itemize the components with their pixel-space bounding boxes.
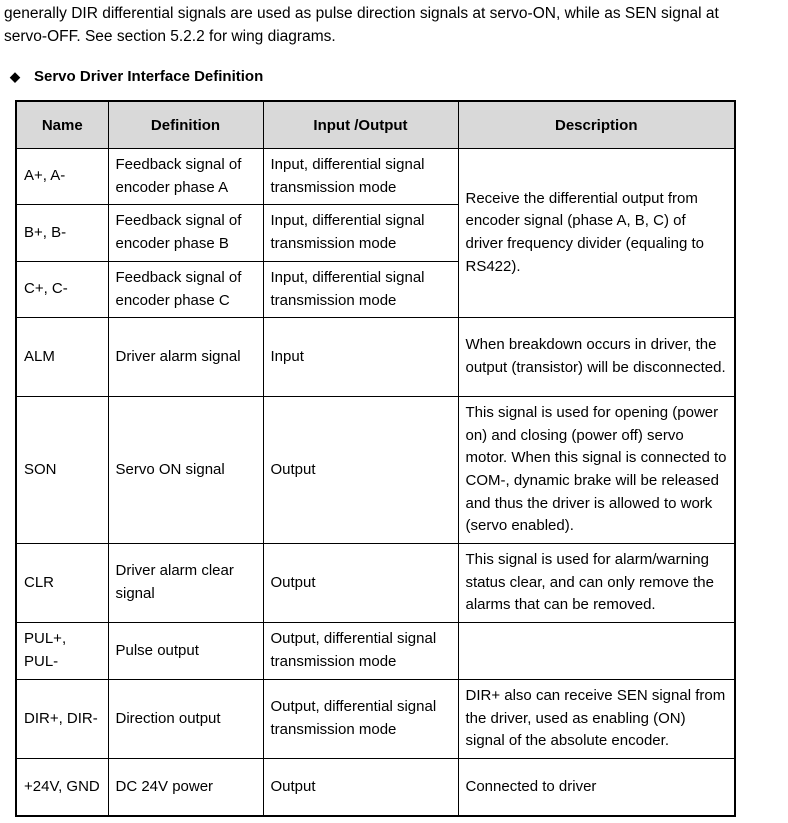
cell-name: A+, A- <box>16 149 108 205</box>
table-row <box>16 623 735 680</box>
cell-definition: Driver alarm signal <box>108 318 263 397</box>
cell-name: PUL+, PUL- <box>16 623 108 680</box>
cell-description: Connected to driver <box>458 759 735 817</box>
table-row <box>16 680 735 759</box>
header-input-output: Input /Output <box>263 101 458 149</box>
intro-line-2: servo-OFF. See section 5.2.2 for wing diagrams. <box>4 28 336 45</box>
cell-io: Output, differential signal transmission mode <box>263 680 458 759</box>
cell-name: CLR <box>16 544 108 623</box>
cell-definition: DC 24V power <box>108 759 263 817</box>
table-row <box>16 397 735 544</box>
header-definition: Definition <box>108 101 263 149</box>
cell-io: Output, differential signal transmission mode <box>263 623 458 680</box>
cell-definition: Driver alarm clear signal <box>108 544 263 623</box>
table-row <box>16 149 735 205</box>
cell-name: B+, B- <box>16 205 108 262</box>
cell-io: Input, differential signal transmission mode <box>263 149 458 205</box>
table-header-row <box>16 101 735 149</box>
cell-definition: Servo ON signal <box>108 397 263 544</box>
cell-name: C+, C- <box>16 262 108 318</box>
cell-name: SON <box>16 397 108 544</box>
cell-name: DIR+, DIR- <box>16 680 108 759</box>
cell-description-shared: Receive the differential output from encoder signal (phase A, B, C) of driver frequency divider (equaling to RS422). <box>458 149 735 318</box>
cell-io: Output <box>263 759 458 817</box>
cell-description: This signal is used for alarm/warning status clear, and can only remove the alarms that can be removed. <box>458 544 735 623</box>
cell-definition: Feedback signal of encoder phase C <box>108 262 263 318</box>
cell-description: This signal is used for opening (power on) and closing (power off) servo motor. When this signal is connected to COM-, dynamic brake will be released and thus the driver is allowed to work (servo enabled). <box>458 397 735 544</box>
cell-io: Output <box>263 544 458 623</box>
interface-definition-table <box>15 100 736 817</box>
table-row <box>16 318 735 397</box>
header-name: Name <box>16 101 108 149</box>
header-description: Description <box>458 101 735 149</box>
cell-name: ALM <box>16 318 108 397</box>
cell-io: Output <box>263 397 458 544</box>
cell-description <box>458 623 735 680</box>
cell-description: When breakdown occurs in driver, the output (transistor) will be disconnected. <box>458 318 735 397</box>
cell-description: DIR+ also can receive SEN signal from the driver, used as enabling (ON) signal of the absolute encoder. <box>458 680 735 759</box>
cell-definition: Pulse output <box>108 623 263 680</box>
diamond-bullet-icon: ◆ <box>10 69 20 84</box>
table-row <box>16 759 735 817</box>
cell-name: +24V, GND <box>16 759 108 817</box>
table-row <box>16 544 735 623</box>
section-heading <box>10 66 263 88</box>
intro-paragraph <box>4 2 784 48</box>
section-heading-text: Servo Driver Interface Definition <box>34 68 264 85</box>
cell-definition: Feedback signal of encoder phase B <box>108 205 263 262</box>
cell-io: Input <box>263 318 458 397</box>
cell-io: Input, differential signal transmission mode <box>263 262 458 318</box>
cell-definition: Direction output <box>108 680 263 759</box>
intro-line-1: generally DIR differential signals are used as pulse direction signals at servo-ON, while as SEN signal at <box>4 5 719 22</box>
cell-io: Input, differential signal transmission mode <box>263 205 458 262</box>
cell-definition: Feedback signal of encoder phase A <box>108 149 263 205</box>
